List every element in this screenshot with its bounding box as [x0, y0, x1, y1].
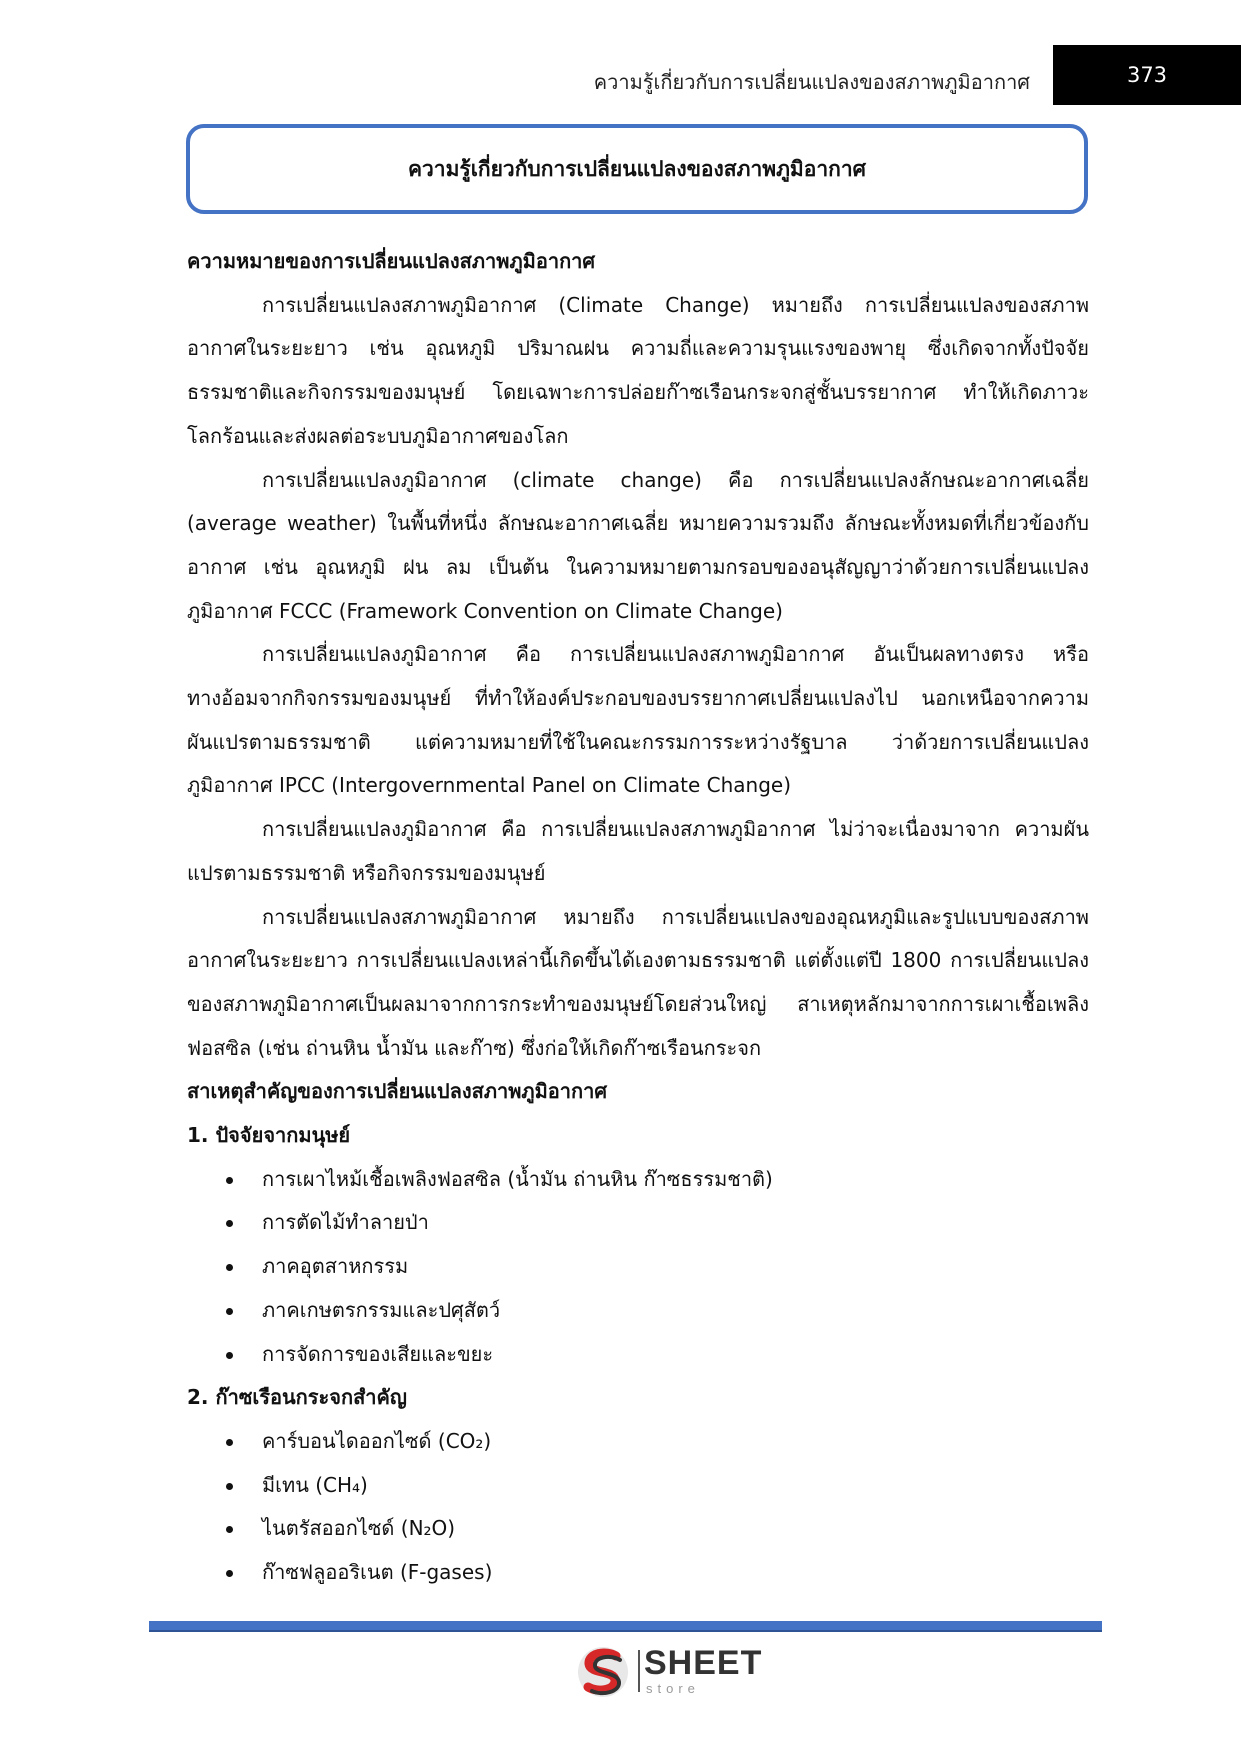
- paragraph-line: (average weather) ในพื้นที่หนึ่ง ลักษณะอากาศเฉลี่ย หมายความรวมถึง ลักษณะทั้งหมดที่เกี่ยวข้องกับ: [187, 511, 1089, 536]
- page-number: 373: [1053, 45, 1241, 105]
- list-item: [187, 1507, 1089, 1551]
- list-item-text: การตัดไม้ทำลายป่า: [262, 1210, 429, 1235]
- list-item-text: มีเทน (CH₄): [262, 1472, 368, 1497]
- list-item-text: การเผาไหม้เชื้อเพลิงฟอสซิล (น้ำมัน ถ่านหิน ก๊าซธรรมชาติ): [262, 1166, 773, 1191]
- list-item-text: ภาคเกษตรกรรมและปศุสัตว์: [262, 1297, 501, 1322]
- paragraph-line: ผันแปรตามธรรมชาติ แต่ความหมายที่ใช้ในคณะกรรมการระหว่างรัฐบาล ว่าด้วยการเปลี่ยนแปลง: [187, 729, 1089, 754]
- paragraph-line: อากาศ เช่น อุณหภูมิ ฝน ลม เป็นต้น ในความหมายตามกรอบของอนุสัญญาว่าด้วยการเปลี่ยนแปลง: [187, 554, 1089, 579]
- bullet-icon: [226, 1439, 233, 1446]
- running-header-title: ความรู้เกี่ยวกับการเปลี่ยนแปลงของสภาพภูมิอากาศ: [593, 70, 1030, 94]
- paragraph-4: [187, 808, 1089, 895]
- paragraph-line: การเปลี่ยนแปลงภูมิอากาศ คือ การเปลี่ยนแปลงสภาพภูมิอากาศ ไม่ว่าจะเนื่องมาจาก ความผัน: [262, 817, 1089, 842]
- list-item-text: ก๊าซฟลูออริเนต (F-gases): [262, 1560, 493, 1585]
- paragraph-2: [187, 459, 1089, 634]
- logo-brand-subtext: store: [646, 1681, 700, 1696]
- footer-rule: [149, 1621, 1102, 1632]
- human-factors-list: [187, 1158, 1089, 1377]
- paragraph-3: [187, 633, 1089, 808]
- paragraph-line: อากาศในระยะยาว เช่น อุณหภูมิ ปริมาณฝน ความถี่และความรุนแรงของพายุ ซึ่งเกิดจากทั้งปัจจัย: [187, 336, 1089, 361]
- paragraph-line: โลกร้อนและส่งผลต่อระบบภูมิอากาศของโลก: [187, 423, 569, 448]
- main-content: [187, 240, 1089, 1595]
- bullet-icon: [226, 1570, 233, 1577]
- paragraph-line: การเปลี่ยนแปลงสภาพภูมิอากาศ หมายถึง การเปลี่ยนแปลงของอุณหภูมิและรูปแบบของสภาพ: [262, 904, 1089, 929]
- paragraph-line: ทางอ้อมจากกิจกรรมของมนุษย์ ที่ทำให้องค์ประกอบของบรรยากาศเปลี่ยนแปลงไป นอกเหนือจากความ: [187, 686, 1089, 711]
- list-item: [187, 1420, 1089, 1464]
- list-item: [187, 1245, 1089, 1289]
- bullet-icon: [226, 1264, 233, 1271]
- paragraph-line: การเปลี่ยนแปลงภูมิอากาศ คือ การเปลี่ยนแปลงสภาพภูมิอากาศ อันเป็นผลทางตรง หรือ: [262, 642, 1089, 667]
- paragraph-5: [187, 896, 1089, 1071]
- chapter-title: ความรู้เกี่ยวกับการเปลี่ยนแปลงของสภาพภูมิอากาศ: [407, 156, 867, 181]
- section-heading-definition: ความหมายของการเปลี่ยนแปลงสภาพภูมิอากาศ: [187, 249, 596, 273]
- logo-divider: [638, 1650, 640, 1692]
- paragraph-line: ธรรมชาติและกิจกรรมของมนุษย์ โดยเฉพาะการปล่อยก๊าซเรือนกระจกสู่ชั้นบรรยากาศ ทำให้เกิดภาวะ: [187, 380, 1089, 405]
- list-item: [187, 1464, 1089, 1508]
- logo-brand-text: SHEET: [644, 1644, 763, 1682]
- list-item-text: คาร์บอนไดออกไซด์ (CO₂): [262, 1428, 492, 1453]
- bullet-icon: [226, 1220, 233, 1227]
- paragraph-line: ฟอสซิล (เช่น ถ่านหิน น้ำมัน และก๊าซ) ซึ่งก่อให้เกิดก๊าซเรือนกระจก: [187, 1035, 762, 1060]
- sheet-store-logo-icon: [576, 1644, 631, 1699]
- list-item: [187, 1333, 1089, 1377]
- list-item-text: ภาคอุตสาหกรรม: [262, 1254, 409, 1279]
- paragraph-line: ภูมิอากาศ FCCC (Framework Convention on Climate Change): [187, 598, 783, 623]
- bullet-icon: [226, 1483, 233, 1490]
- list-item: [187, 1289, 1089, 1333]
- list-item-text: ไนตรัสออกไซด์ (N₂O): [262, 1516, 456, 1541]
- greenhouse-gases-list: [187, 1420, 1089, 1595]
- paragraph-1: [187, 284, 1089, 459]
- sheet-store-logo: [576, 1644, 763, 1699]
- paragraph-line: ของสภาพภูมิอากาศเป็นผลมาจากการกระทำของมนุษย์โดยส่วนใหญ่ สาเหตุหลักมาจากการเผาเชื้อเพลิง: [187, 991, 1089, 1016]
- bullet-icon: [226, 1177, 233, 1184]
- list-item: [187, 1551, 1089, 1595]
- subheading-greenhouse-gases: 2. ก๊าซเรือนกระจกสำคัญ: [187, 1385, 407, 1410]
- paragraph-line: แปรตามธรรมชาติ หรือกิจกรรมของมนุษย์: [187, 860, 546, 885]
- paragraph-line: การเปลี่ยนแปลงภูมิอากาศ (climate change) คือ การเปลี่ยนแปลงลักษณะอากาศเฉลี่ย: [262, 467, 1089, 492]
- chapter-title-box: [186, 124, 1088, 214]
- paragraph-line: อากาศในระยะยาว การเปลี่ยนแปลงเหล่านี้เกิดขึ้นได้เองตามธรรมชาติ แต่ตั้งแต่ปี 1800 การเปลี่ยนแปลง: [187, 948, 1089, 973]
- bullet-icon: [226, 1308, 233, 1315]
- subheading-human-factors: 1. ปัจจัยจากมนุษย์: [187, 1123, 351, 1148]
- section-heading-causes: สาเหตุสำคัญของการเปลี่ยนแปลงสภาพภูมิอากาศ: [187, 1079, 608, 1104]
- bullet-icon: [226, 1352, 233, 1359]
- list-item-text: การจัดการของเสียและขยะ: [262, 1341, 494, 1366]
- paragraph-line: การเปลี่ยนแปลงสภาพภูมิอากาศ (Climate Change) หมายถึง การเปลี่ยนแปลงของสภาพ: [262, 292, 1089, 317]
- list-item: [187, 1158, 1089, 1202]
- bullet-icon: [226, 1526, 233, 1533]
- paragraph-line: ภูมิอากาศ IPCC (Intergovernmental Panel on Climate Change): [187, 773, 792, 798]
- list-item: [187, 1201, 1089, 1245]
